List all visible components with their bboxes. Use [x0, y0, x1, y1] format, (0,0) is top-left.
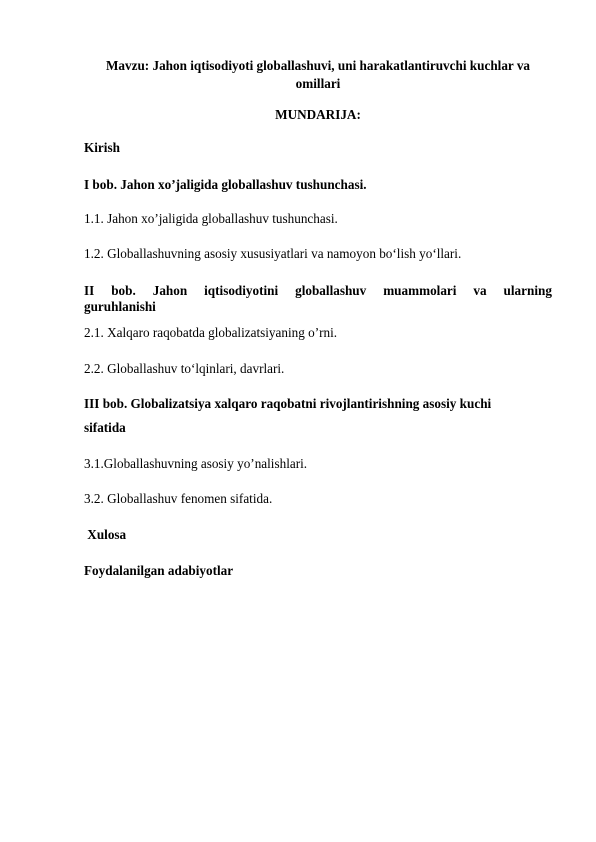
chapter-2-word: II — [84, 283, 95, 298]
toc-item-references: Foydalanilgan adabiyotlar — [84, 563, 234, 578]
toc-item-3-2: 3.2. Globallashuv fenomen sifatida. — [84, 491, 273, 506]
toc-item-chapter-2-line-1 — [84, 282, 552, 299]
title-line-1: Mavzu: Jahon iqtisodiyoti globallashuvi, uni harakatlantiruvchi kuchlar va — [105, 58, 531, 73]
toc-item-3-1: 3.1.Globallashuvning asosiy yo’nalishlari. — [84, 456, 308, 471]
chapter-2-word: muammolari — [383, 283, 457, 298]
chapter-2-word: bob. — [111, 283, 136, 298]
chapter-2-word: globallashuv — [295, 283, 367, 298]
toc-item-chapter-3-line-2: sifatida — [84, 420, 126, 435]
contents-heading: MUNDARIJA: — [275, 107, 361, 122]
toc-item-2-2: 2.2. Globallashuv to‘lqinlari, davrlari. — [84, 361, 285, 376]
document-title — [84, 57, 552, 93]
toc-item-2-1: 2.1. Xalqaro raqobatda globalizatsiyaning o’rni. — [84, 325, 338, 340]
toc-item-1-2: 1.2. Globallashuvning asosiy xususiyatlari va namoyon bo‘lish yo‘llari. — [84, 246, 462, 261]
toc-item-chapter-3-line-1: III bob. Globalizatsiya xalqaro raqobatni rivojlantirishning asosiy kuchi — [84, 396, 492, 411]
chapter-2-word: va — [473, 283, 487, 298]
chapter-2-word: iqtisodiyotini — [204, 283, 279, 298]
toc-item-chapter-2-line-2: guruhlanishi — [84, 299, 156, 314]
toc-item-chapter-1: I bob. Jahon xo’jaligida globallashuv tushunchasi. — [84, 177, 367, 192]
toc-item-introduction: Kirish — [84, 140, 120, 155]
chapter-2-word: ularning — [503, 283, 552, 298]
toc-item-1-1: 1.1. Jahon xo’jaligida globallashuv tushunchasi. — [84, 211, 338, 226]
chapter-2-word: Jahon — [152, 283, 188, 298]
toc-item-conclusion: Xulosa — [84, 527, 127, 542]
title-line-2: omillari — [295, 76, 341, 91]
